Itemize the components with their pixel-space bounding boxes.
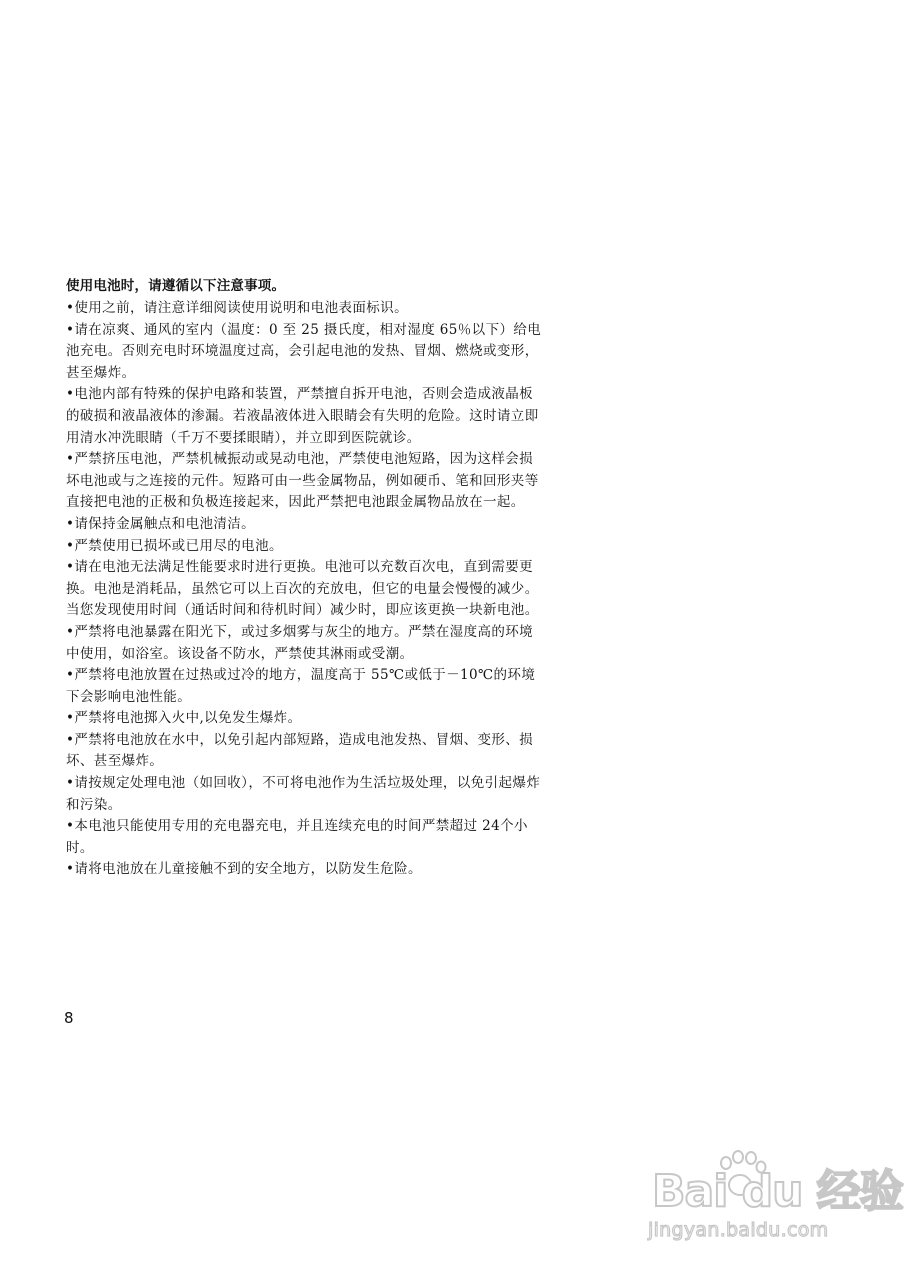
section-heading: 使用电池时，请遵循以下注意事项。	[66, 278, 286, 294]
note-item: • 使用之前，请注意详细阅读使用说明和电池表面标识。	[66, 298, 546, 320]
watermark-url: jingyan.baidu.com	[648, 1219, 829, 1241]
note-item: • 严禁挤压电池，严禁机械振动或晃动电池，严禁使电池短路，因为这样会损坏电池或与之连接的元件。短路可由一些金属物品，例如硬币、笔和回形夹等直接把电池的正极和负极连接起来，因此严禁把电池跟金属物品放在一起。	[66, 449, 546, 514]
note-item: • 严禁将电池暴露在阳光下，或过多烟雾与灰尘的地方。严禁在湿度高的环境中使用，如浴室。该设备不防水，严禁使其淋雨或受潮。	[66, 622, 546, 665]
note-item: • 严禁使用已损坏或已用尽的电池。	[66, 536, 546, 558]
note-item: • 严禁将电池放置在过热或过冷的地方，温度高于 55℃或低于－10℃的环境下会影响电池性能。	[66, 665, 546, 708]
watermark-brand: Bai du 经验	[652, 1166, 903, 1217]
note-item: • 请将电池放在儿童接触不到的安全地方，以防发生危险。	[66, 859, 546, 881]
note-item: • 请在电池无法满足性能要求时进行更换。电池可以充数百次电，直到需要更换。电池是消耗品，虽然它可以上百次的充放电，但它的电量会慢慢的减少。当您发现使用时间（通话时间和待机时间）减少时，即应该更换一块新电池。	[66, 557, 546, 622]
note-item: • 电池内部有特殊的保护电路和装置，严禁擅自拆开电池，否则会造成液晶板的破损和液晶液体的渗漏。若液晶液体进入眼睛会有失明的危险。这时请立即用清水冲洗眼睛（千万不要揉眼睛），并立即到医院就诊。	[66, 384, 546, 449]
page-number: 8	[64, 1009, 74, 1027]
notes-list	[66, 298, 546, 881]
page-content	[66, 275, 546, 881]
note-item: • 严禁将电池掷入火中,以免发生爆炸。	[66, 708, 546, 730]
note-item: • 请按规定处理电池（如回收），不可将电池作为生活垃圾处理，以免引起爆炸和污染。	[66, 773, 546, 816]
baidu-jingyan-watermark	[644, 1147, 903, 1247]
note-item: • 请在凉爽、通风的室内（温度：0 至 25 摄氏度，相对湿度 65％以下）给电池充电。否则充电时环境温度过高，会引起电池的发热、冒烟、燃烧或变形，甚至爆炸。	[66, 320, 546, 385]
note-item: • 本电池只能使用专用的充电器充电，并且连续充电的时间严禁超过 24个小时。	[66, 816, 546, 859]
note-item: • 严禁将电池放在水中，以免引起内部短路，造成电池发热、冒烟、变形、损坏、甚至爆炸。	[66, 730, 546, 773]
note-item: • 请保持金属触点和电池清洁。	[66, 514, 546, 536]
